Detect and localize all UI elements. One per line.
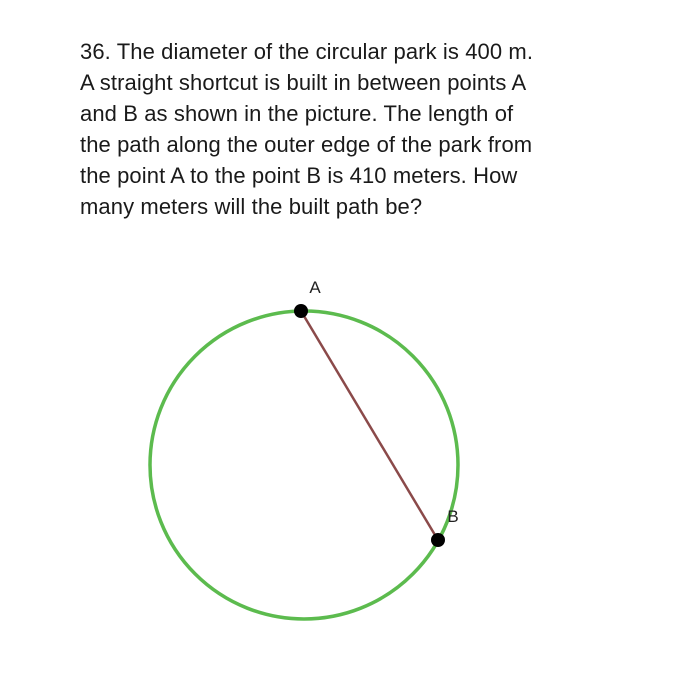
problem-text-line: A straight shortcut is built in between points A <box>80 70 527 95</box>
shortcut-path-line <box>301 311 438 540</box>
problem-text-line: the path along the outer edge of the park from <box>80 132 533 157</box>
problem-text-line: many meters will the built path be? <box>80 194 423 219</box>
point-b-marker <box>431 533 445 547</box>
problem-text-line: the point A to the point B is 410 meters. How <box>80 163 518 188</box>
point-a-label: A <box>309 278 321 297</box>
point-b-label: B <box>447 507 459 526</box>
problem-text-line: 36. The diameter of the circular park is 400 m. <box>80 39 534 64</box>
park-boundary-circle <box>150 311 458 619</box>
point-a-marker <box>294 304 308 318</box>
problem-text-line: and B as shown in the picture. The length of <box>80 101 514 126</box>
